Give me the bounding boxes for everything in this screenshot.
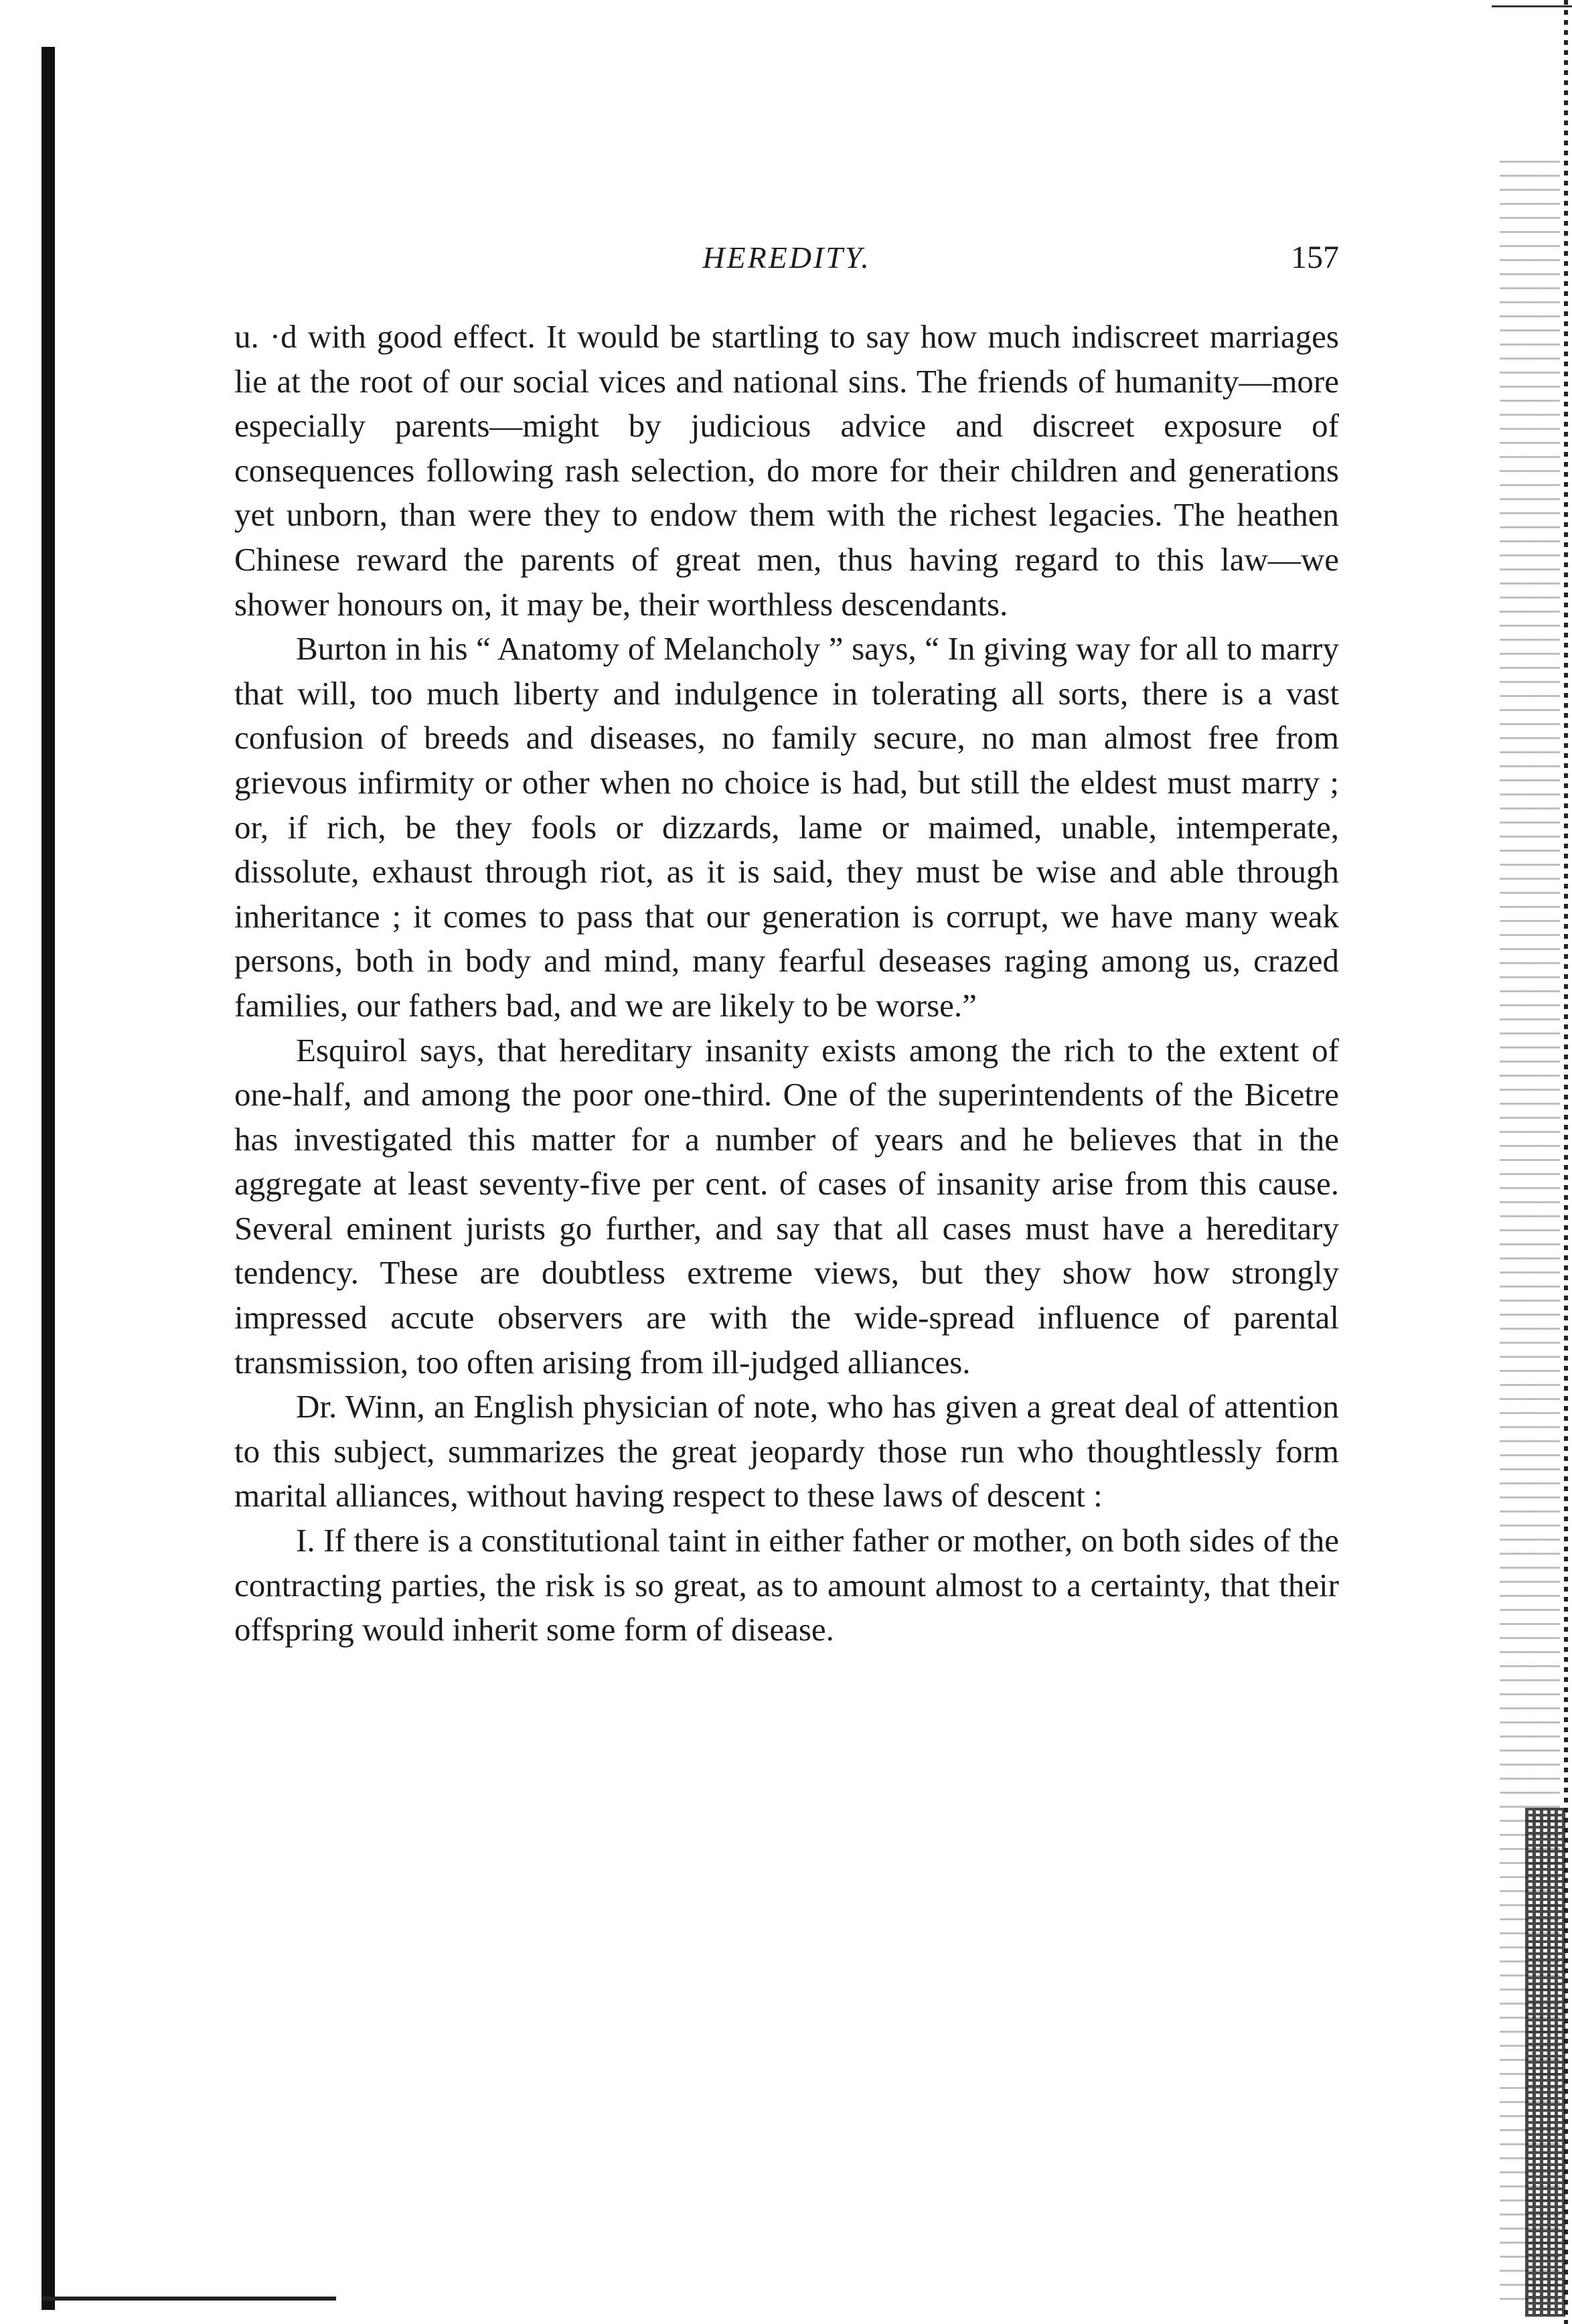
body-text <box>234 315 1339 1652</box>
paragraph: u. ·d with good effect. It would be startling to say how much indiscreet marriages lie at the root of our social vices and national sins. The friends of humanity—more especially parents—might by judicious advice and discreet exposure of consequences following rash selection, do more for their children and generations yet unborn, than were they to endow them with the richest legacies. The heathen Chinese reward the parents of great men, thus having regard to this law—we shower honours on, it may be, their worthless descendants. <box>234 318 1339 623</box>
page-number: 157 <box>1291 240 1339 275</box>
binding-edge-bottom <box>42 2297 336 2301</box>
paragraph: Esquirol says, that hereditary insanity exists among the rich to the extent of one-half, and among the poor one-third. One of the superintendents of the Bicetre has investigated this matter for a number of years and he believes that in the aggregate at least seventy-five per cent. of cases of insanity arise from this cause. Several eminent jurists go further, and say that all cases must have a hereditary tendency. These are doubtless extreme views, but they show how strongly impressed accute observers are with the wide-spread influence of parental transmission, too often arising from ill-judged alliances. <box>234 1031 1339 1381</box>
running-header <box>234 234 1339 281</box>
paragraph: Burton in his “ Anatomy of Melancholy ” says, “ In giving way for all to marry that will, too much liberty and indulgence in tolerating all sorts, there is a vast confusion of breeds and diseases, no family secure, no man almost free from grievous infirmity or other when no choice is had, but still the eldest must marry ; or, if rich, be they fools or dizzards, lame or maimed, unable, intemperate, dissolute, exhaust through riot, as it is said, they must be wise and able through inheritance ; it comes to pass that our generation is corrupt, we have many weak persons, both in body and mind, many fearful deseases raging among us, crazed families, our fathers bad, and we are likely to be worse.” <box>234 630 1339 1024</box>
paragraph: I. If there is a constitutional taint in either father or mother, on both sides of the contracting parties, the risk is so great, as to amount almost to a certainty, that their offspring would inherit some form of disease. <box>234 1522 1339 1648</box>
edge-rule <box>1492 5 1572 7</box>
binding-edge <box>42 47 55 2310</box>
page-edge-gutter <box>1485 0 1572 2324</box>
paragraph: Dr. Winn, an English physician of note, who has given a great deal of attention to this subject, summarizes the great jeopardy those run who thoughtlessly form marital alliances, without having respect to these laws of descent : <box>234 1388 1339 1515</box>
scan-noise <box>1525 1808 1565 2317</box>
running-title: HEREDITY. <box>702 240 871 275</box>
